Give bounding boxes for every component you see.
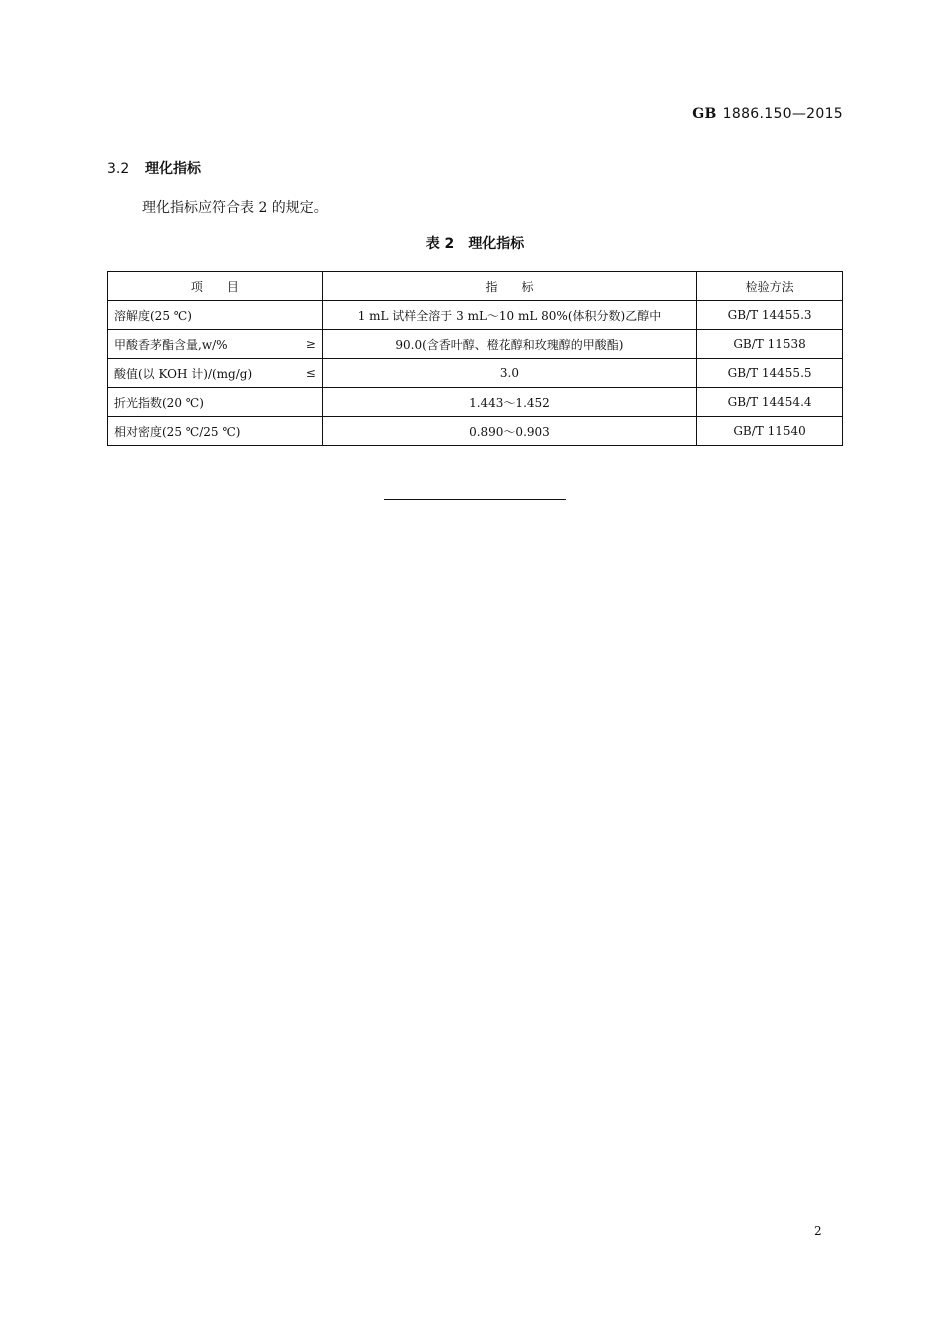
row-value: 3.0 <box>322 359 696 388</box>
table-row <box>108 388 843 417</box>
row-item-cell <box>108 359 323 388</box>
end-rule <box>384 499 566 500</box>
body-paragraph: 理化指标应符合表 2 的规定。 <box>142 200 328 216</box>
row-item-cell <box>108 417 323 446</box>
row-value: 1.443～1.452 <box>322 388 696 417</box>
row-item-cell <box>108 388 323 417</box>
row-item-cell <box>108 330 323 359</box>
row-item-label: 折光指数(20 ℃) <box>114 395 204 410</box>
table-row <box>108 417 843 446</box>
table-row <box>108 301 843 330</box>
standard-prefix: GB <box>692 106 717 122</box>
row-value: 0.890～0.903 <box>322 417 696 446</box>
standard-number: 1886.150—2015 <box>722 106 843 122</box>
row-method: GB/T 11538 <box>697 330 843 359</box>
row-value: 1 mL 试样全溶于 3 mL～10 mL 80%(体积分数)乙醇中 <box>322 301 696 330</box>
table-caption <box>0 233 950 253</box>
row-item-label: 甲酸香茅酯含量,w/% <box>114 337 228 352</box>
table-row <box>108 359 843 388</box>
section-heading <box>107 158 201 178</box>
section-title: 理化指标 <box>145 161 201 177</box>
table-header-row <box>108 272 843 301</box>
header-method: 检验方法 <box>697 272 843 301</box>
row-item-label: 相对密度(25 ℃/25 ℃) <box>114 424 241 439</box>
row-symbol: ≤ <box>305 366 316 380</box>
spec-table <box>107 271 843 446</box>
section-number: 3.2 <box>107 161 130 177</box>
row-symbol: ≥ <box>305 337 316 351</box>
header-index: 指 标 <box>322 272 696 301</box>
row-method: GB/T 14455.5 <box>697 359 843 388</box>
page-number: 2 <box>814 1224 822 1238</box>
table-title: 理化指标 <box>468 236 525 252</box>
row-method: GB/T 14454.4 <box>697 388 843 417</box>
row-value: 90.0(含香叶醇、橙花醇和玫瑰醇的甲酸酯) <box>322 330 696 359</box>
header-item: 项 目 <box>108 272 323 301</box>
table-label: 表 2 <box>425 236 455 252</box>
row-item-cell <box>108 301 323 330</box>
table-row <box>108 330 843 359</box>
row-item-label: 溶解度(25 ℃) <box>114 308 192 323</box>
row-method: GB/T 11540 <box>697 417 843 446</box>
row-method: GB/T 14455.3 <box>697 301 843 330</box>
row-item-label: 酸值(以 KOH 计)/(mg/g) <box>114 366 253 381</box>
standard-code <box>692 106 843 122</box>
